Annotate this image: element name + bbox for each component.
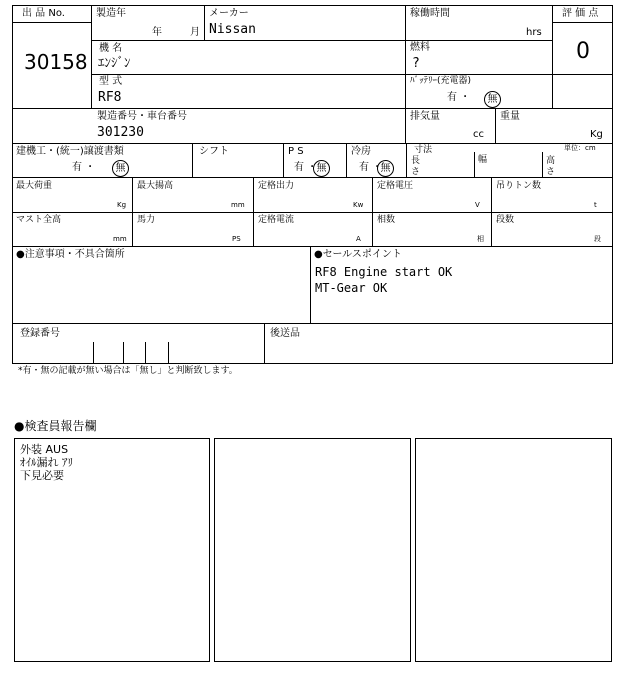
crane-tons-label: 吊りトン数	[496, 181, 542, 191]
horsepower-unit: PS	[232, 235, 241, 243]
r45-v4	[491, 177, 492, 247]
crane-tons-unit: t	[594, 201, 597, 209]
battery-no-circled	[484, 89, 501, 108]
rating-value: 0	[576, 39, 590, 64]
battery-no: 無	[484, 91, 501, 108]
mast-height-label: マスト全高	[16, 215, 62, 225]
left-mid-col-right	[405, 5, 406, 144]
steps-unit: 段	[594, 235, 601, 243]
rated-voltage-label: 定格電圧	[377, 181, 414, 191]
lot-label-bottom	[12, 22, 92, 23]
r3-v2	[283, 143, 284, 178]
shift-label: シフト	[199, 146, 229, 157]
reg-mid	[264, 323, 265, 364]
width-label: 幅	[478, 155, 488, 165]
phase-unit: 相	[477, 235, 484, 243]
weight-label: 重量	[500, 111, 520, 122]
rear-shipping-label: 後送品	[270, 328, 300, 339]
dims-label: 寸法	[414, 145, 433, 155]
inspector-line-1: 外装 AUS	[20, 443, 69, 456]
r3-v4	[406, 143, 407, 178]
year-label: 製造年	[96, 8, 126, 19]
r3-v3	[346, 143, 347, 178]
phase-label: 相数	[377, 215, 396, 225]
reg-tick-1	[93, 342, 94, 363]
fuel-label: 燃料	[410, 42, 430, 53]
rated-current-unit: A	[356, 235, 361, 243]
row-serial-bottom	[12, 143, 613, 144]
r3-v1	[192, 143, 193, 178]
rating-label-bottom	[552, 22, 613, 23]
ac-no-circled	[377, 158, 394, 177]
mast-height-unit: mm	[113, 235, 127, 243]
row1-bottom	[91, 40, 552, 41]
cert-docs-label: 建機工・(統一)譲渡書類	[16, 146, 124, 157]
registration-number-label: 登録番号	[20, 328, 60, 339]
ps-no-circled	[313, 158, 330, 177]
r3-v6	[542, 152, 543, 178]
frame-top	[12, 5, 613, 6]
ps-label: P S	[288, 146, 304, 157]
disp-col-right	[495, 108, 496, 144]
rated-current-label: 定格電流	[258, 215, 295, 225]
hours-unit: hrs	[526, 27, 542, 38]
footnote: *有・無の記載が無い場合は「無し」と判断致します。	[18, 366, 238, 376]
frame-right	[612, 5, 613, 364]
year-col-right	[204, 5, 205, 41]
max-lift-unit: mm	[231, 201, 245, 209]
hours-label: 稼働時間	[410, 8, 450, 19]
notes-bottom	[12, 323, 613, 324]
row2-bottom	[91, 74, 613, 75]
rating-col-left	[552, 5, 553, 109]
maker-label: メーカー	[209, 8, 249, 19]
ps-no: 無	[313, 160, 330, 177]
battery-yes: 有 ・	[447, 92, 471, 103]
r3-v5	[474, 152, 475, 178]
rated-voltage-unit: V	[475, 201, 480, 209]
displacement-unit: cc	[473, 129, 484, 140]
frame-bottom	[12, 363, 613, 364]
cert-no: 無	[112, 160, 129, 177]
row-model-bottom	[12, 108, 613, 109]
serial-value: 301230	[97, 125, 144, 140]
r45-v1	[132, 177, 133, 247]
inspector-box-2	[214, 438, 411, 662]
inspector-line-2: ｵｲﾙ漏れ ｱﾘ	[20, 456, 73, 469]
steps-label: 段数	[496, 215, 515, 225]
ac-yes: 有 ・	[359, 162, 383, 173]
rated-output-unit: Kw	[353, 201, 364, 209]
model-label: 型 式	[99, 76, 123, 87]
displacement-label: 排気量	[410, 111, 440, 122]
dims-unit-note: 単位：cm	[564, 144, 596, 152]
horsepower-label: 馬力	[137, 215, 156, 225]
machine-name-value: ｴﾝｼﾞﾝ	[98, 56, 131, 71]
inspector-title: ●検査員報告欄	[14, 419, 97, 433]
row5-bottom	[12, 246, 613, 247]
max-load-label: 最大荷重	[16, 181, 53, 191]
r45-v2	[253, 177, 254, 247]
max-load-unit: Kg	[117, 201, 127, 209]
row4-bottom	[12, 212, 613, 213]
inspector-line-3: 下見必要	[20, 469, 64, 482]
ac-no: 無	[377, 160, 394, 177]
maker-value: Nissan	[209, 22, 256, 37]
length-label: 長さ	[411, 156, 421, 177]
battery-label: ﾊﾞｯﾃﾘｰ(充電器)	[410, 76, 472, 86]
row3-bottom	[12, 177, 613, 178]
sales-point-line-1: RF8 Engine start OK	[315, 265, 453, 279]
rated-output-label: 定格出力	[258, 181, 295, 191]
frame-left	[12, 5, 13, 364]
ac-label: 冷房	[351, 146, 371, 157]
r45-v3	[372, 177, 373, 247]
height-label: 高さ	[546, 156, 556, 177]
cert-yes: 有 ・	[72, 162, 96, 173]
reg-tick-3	[145, 342, 146, 363]
fuel-value: ?	[412, 56, 420, 71]
inspector-box-3	[415, 438, 612, 662]
weight-unit: Kg	[590, 129, 603, 140]
serial-label: 製造番号・車台番号	[97, 111, 187, 122]
lot-col-right	[91, 5, 92, 108]
reg-tick-4	[168, 342, 169, 363]
year-unit-year: 年	[152, 27, 162, 38]
ps-yes: 有 ・	[294, 162, 318, 173]
reg-tick-2	[123, 342, 124, 363]
caution-label: ●注意事項・不具合箇所	[16, 249, 125, 260]
sales-point-label: ●セールスポイント	[314, 249, 402, 260]
rating-label: 評 価 点	[562, 8, 599, 19]
lot-number-label: 出 品 No.	[22, 8, 65, 19]
notes-mid	[310, 246, 311, 324]
year-unit-month: 月	[190, 27, 200, 38]
machine-name-label: 機 名	[99, 43, 123, 54]
sales-point-line-2: MT-Gear OK	[315, 281, 388, 295]
model-value: RF8	[98, 90, 122, 105]
cert-no-circled	[112, 158, 129, 177]
lot-number: 30158	[24, 50, 88, 74]
max-lift-label: 最大揚高	[137, 181, 174, 191]
